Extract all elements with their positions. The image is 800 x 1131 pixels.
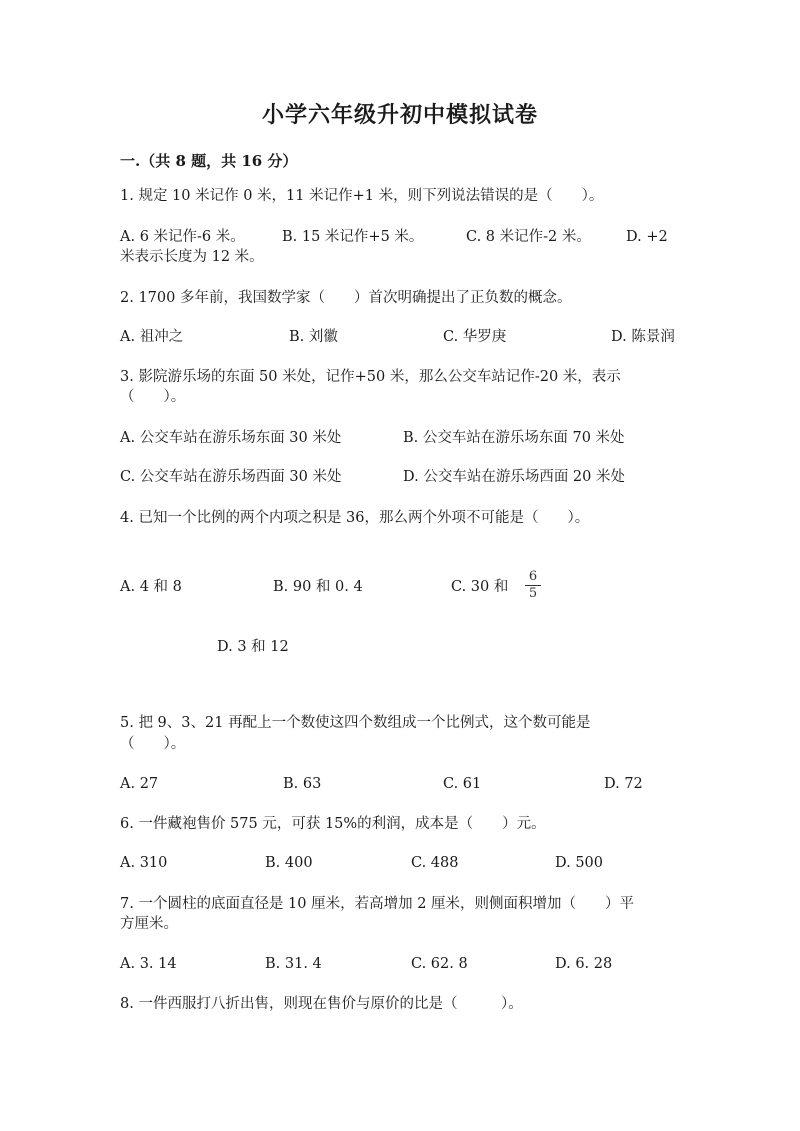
question-7: 7. 一个圆柱的底面直径是 10 厘米，若高增加 2 厘米，则侧面积增加（ ）平 xyxy=(120,896,635,912)
page-title: 小学六年级升初中模拟试卷 xyxy=(261,102,538,128)
q2-option-c: C. 华罗庚 xyxy=(443,329,507,345)
q3-continued: （ ）。 xyxy=(120,389,186,405)
q7-option-c: C. 62. 8 xyxy=(411,956,468,972)
q6-option-b: B. 400 xyxy=(265,855,313,871)
q4-option-b: B. 90 和 0. 4 xyxy=(273,579,363,595)
q1-option-c: C. 8 米记作-2 米。 xyxy=(466,229,591,245)
q6-option-c: C. 488 xyxy=(411,855,459,871)
q3-option-b: B. 公交车站在游乐场东面 70 米处 xyxy=(403,430,625,446)
question-8: 8. 一件西服打八折出售，则现在售价与原价的比是（ ）。 xyxy=(120,996,523,1012)
q1-option-d: D. +2 xyxy=(626,229,668,245)
question-4: 4. 已知一个比例的两个内项之积是 36，那么两个外项不可能是（ ）。 xyxy=(120,510,590,526)
q4-option-d: D. 3 和 12 xyxy=(217,639,289,655)
section-header: 一.（共 8 题，共 16 分） xyxy=(120,152,298,170)
question-5: 5. 把 9、3、21 再配上一个数使这四个数组成一个比例式，这个数可能是 xyxy=(120,715,591,731)
q2-option-d: D. 陈景润 xyxy=(611,329,675,345)
q7-option-b: B. 31. 4 xyxy=(265,956,322,972)
question-3: 3. 影院游乐场的东面 50 米处，记作+50 米，那么公交车站记作-20 米，表示 xyxy=(120,369,621,385)
fraction-numerator: 6 xyxy=(528,569,538,584)
q7-option-a: A. 3. 14 xyxy=(120,956,177,972)
q1-option-d-continued: 米表示长度为 12 米。 xyxy=(120,249,264,265)
q7-continued: 方厘米。 xyxy=(120,916,178,932)
q2-option-a: A. 祖冲之 xyxy=(120,329,184,345)
q3-option-c: C. 公交车站在游乐场西面 30 米处 xyxy=(120,469,342,485)
q1-option-b: B. 15 米记作+5 米。 xyxy=(282,229,424,245)
q4-option-a: A. 4 和 8 xyxy=(120,579,182,595)
q5-option-d: D. 72 xyxy=(604,776,643,792)
q4-option-c: C. 30 和 xyxy=(451,579,509,595)
question-6: 6. 一件藏袍售价 575 元，可获 15%的利润，成本是（ ）元。 xyxy=(120,816,546,832)
q3-option-d: D. 公交车站在游乐场西面 20 米处 xyxy=(403,469,625,485)
q5-option-a: A. 27 xyxy=(120,776,159,792)
q4-option-c-fraction xyxy=(525,570,541,601)
q3-option-a: A. 公交车站在游乐场东面 30 米处 xyxy=(120,430,342,446)
q1-option-a: A. 6 米记作-6 米。 xyxy=(120,229,245,245)
q5-continued: （ ）。 xyxy=(120,736,186,752)
question-2: 2. 1700 多年前，我国数学家（ ）首次明确提出了正负数的概念。 xyxy=(120,290,572,306)
q5-option-b: B. 63 xyxy=(283,776,322,792)
q6-option-a: A. 310 xyxy=(120,855,168,871)
q7-option-d: D. 6. 28 xyxy=(555,956,613,972)
q2-option-b: B. 刘徽 xyxy=(289,329,338,345)
question-1: 1. 规定 10 米记作 0 米，11 米记作+1 米，则下列说法错误的是（ ）。 xyxy=(120,188,604,204)
fraction-denominator: 5 xyxy=(528,586,538,601)
q6-option-d: D. 500 xyxy=(555,855,604,871)
q5-option-c: C. 61 xyxy=(443,776,482,792)
